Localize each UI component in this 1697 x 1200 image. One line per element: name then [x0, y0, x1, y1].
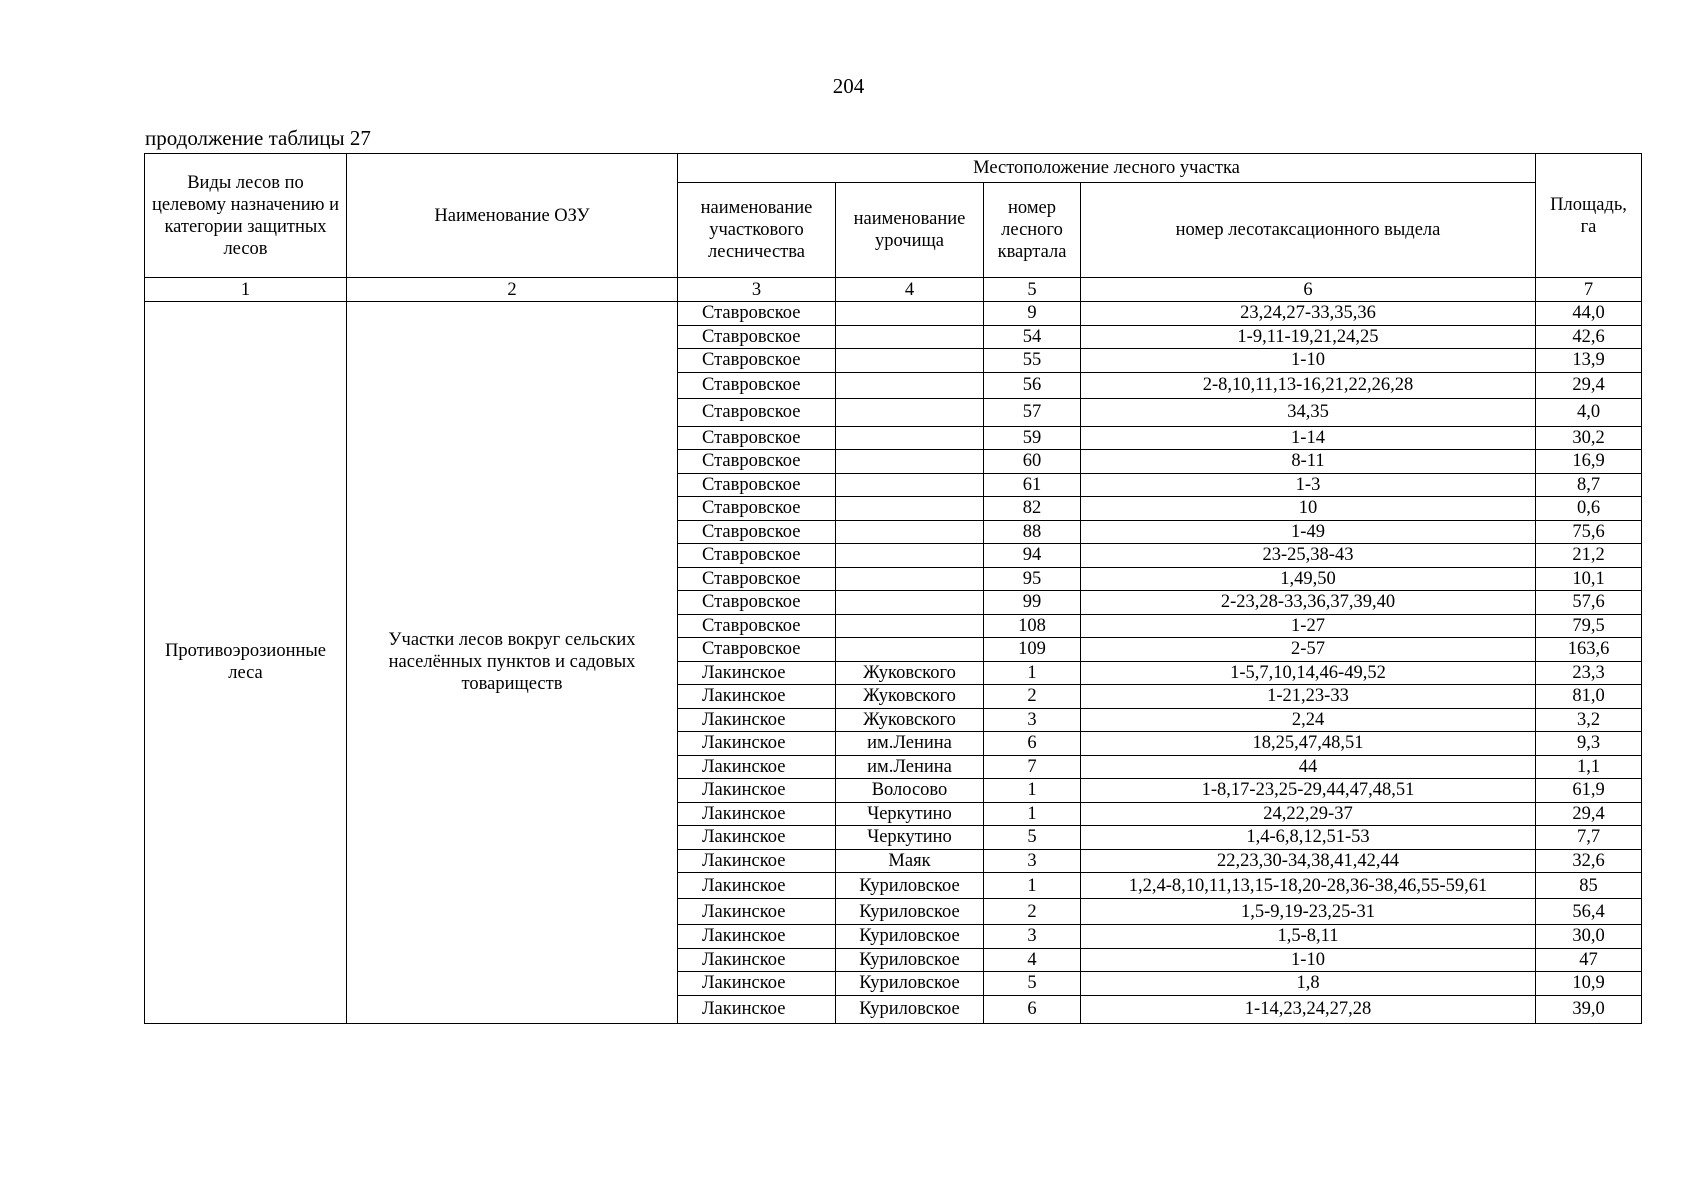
quarter-cell: 94 [984, 544, 1081, 568]
tract-cell: им.Ленина [836, 755, 984, 779]
area-cell: 29,4 [1536, 802, 1642, 826]
plots-cell: 1,5-9,19-23,25-31 [1081, 899, 1536, 925]
plots-cell: 2-23,28-33,36,37,39,40 [1081, 591, 1536, 615]
area-cell: 61,9 [1536, 779, 1642, 803]
quarter-cell: 88 [984, 520, 1081, 544]
area-cell: 39,0 [1536, 995, 1642, 1023]
forestry-cell: Ставровское [678, 372, 836, 398]
tract-cell: Куриловское [836, 899, 984, 925]
tract-cell [836, 426, 984, 450]
tract-cell: Маяк [836, 849, 984, 873]
area-cell: 79,5 [1536, 614, 1642, 638]
area-cell: 30,2 [1536, 426, 1642, 450]
area-cell: 13,9 [1536, 349, 1642, 373]
plots-cell: 1,4-6,8,12,51-53 [1081, 826, 1536, 850]
area-cell: 85 [1536, 873, 1642, 899]
plots-cell: 1-14,23,24,27,28 [1081, 995, 1536, 1023]
header-area: Площадь, га [1536, 154, 1642, 278]
forestry-cell: Лакинское [678, 995, 836, 1023]
forestry-cell: Лакинское [678, 708, 836, 732]
plots-cell: 1-49 [1081, 520, 1536, 544]
tract-cell [836, 567, 984, 591]
plots-cell: 1-10 [1081, 948, 1536, 972]
forestry-cell: Лакинское [678, 925, 836, 949]
quarter-cell: 3 [984, 849, 1081, 873]
tract-cell: Черкутино [836, 802, 984, 826]
column-number: 2 [347, 278, 678, 302]
table-caption: продолжение таблицы 27 [145, 126, 371, 150]
forestry-cell: Ставровское [678, 426, 836, 450]
forestry-cell: Лакинское [678, 661, 836, 685]
area-cell: 56,4 [1536, 899, 1642, 925]
header-tract: наименование урочища [836, 183, 984, 278]
area-cell: 16,9 [1536, 450, 1642, 474]
forestry-cell: Ставровское [678, 591, 836, 615]
forestry-cell: Ставровское [678, 349, 836, 373]
quarter-cell: 57 [984, 398, 1081, 426]
plots-cell: 1,8 [1081, 972, 1536, 996]
plots-cell: 8-11 [1081, 450, 1536, 474]
forestry-cell: Ставровское [678, 450, 836, 474]
forestry-cell: Ставровское [678, 614, 836, 638]
quarter-cell: 109 [984, 638, 1081, 662]
tract-cell [836, 520, 984, 544]
forestry-cell: Ставровское [678, 520, 836, 544]
plots-cell: 1-14 [1081, 426, 1536, 450]
plots-cell: 2-57 [1081, 638, 1536, 662]
plots-cell: 1-3 [1081, 473, 1536, 497]
plots-cell: 2,24 [1081, 708, 1536, 732]
forestry-cell: Лакинское [678, 899, 836, 925]
plots-cell: 34,35 [1081, 398, 1536, 426]
quarter-cell: 1 [984, 873, 1081, 899]
area-cell: 21,2 [1536, 544, 1642, 568]
plots-cell: 22,23,30-34,38,41,42,44 [1081, 849, 1536, 873]
quarter-cell: 61 [984, 473, 1081, 497]
forestry-cell: Лакинское [678, 755, 836, 779]
quarter-cell: 6 [984, 732, 1081, 756]
tract-cell [836, 473, 984, 497]
quarter-cell: 108 [984, 614, 1081, 638]
header-location-group: Местоположение лесного участка [678, 154, 1536, 183]
table-row [145, 302, 1642, 326]
area-cell: 47 [1536, 948, 1642, 972]
tract-cell: Куриловское [836, 873, 984, 899]
forestry-cell: Лакинское [678, 849, 836, 873]
area-cell: 9,3 [1536, 732, 1642, 756]
area-cell: 23,3 [1536, 661, 1642, 685]
plots-cell: 10 [1081, 497, 1536, 521]
tract-cell [836, 450, 984, 474]
tract-cell [836, 591, 984, 615]
quarter-cell: 99 [984, 591, 1081, 615]
tract-cell: Жуковского [836, 685, 984, 709]
quarter-cell: 82 [984, 497, 1081, 521]
plots-cell: 1-10 [1081, 349, 1536, 373]
quarter-cell: 2 [984, 685, 1081, 709]
plots-cell: 1-5,7,10,14,46-49,52 [1081, 661, 1536, 685]
quarter-cell: 55 [984, 349, 1081, 373]
forestry-cell: Ставровское [678, 302, 836, 326]
forestry-cell: Лакинское [678, 685, 836, 709]
area-cell: 81,0 [1536, 685, 1642, 709]
forestry-cell: Лакинское [678, 826, 836, 850]
area-cell: 42,6 [1536, 325, 1642, 349]
tract-cell: Куриловское [836, 948, 984, 972]
area-cell: 1,1 [1536, 755, 1642, 779]
tract-cell: Куриловское [836, 925, 984, 949]
tract-cell [836, 349, 984, 373]
forestry-cell: Ставровское [678, 638, 836, 662]
column-number: 6 [1081, 278, 1536, 302]
tract-cell: Жуковского [836, 708, 984, 732]
forestry-cell: Ставровское [678, 497, 836, 521]
tract-cell: им.Ленина [836, 732, 984, 756]
header-plots: номер лесотаксационного выдела [1081, 183, 1536, 278]
tract-cell [836, 497, 984, 521]
area-cell: 4,0 [1536, 398, 1642, 426]
plots-cell: 23-25,38-43 [1081, 544, 1536, 568]
tract-cell [836, 614, 984, 638]
quarter-cell: 3 [984, 708, 1081, 732]
quarter-cell: 54 [984, 325, 1081, 349]
forestry-cell: Лакинское [678, 873, 836, 899]
tract-cell [836, 372, 984, 398]
plots-cell: 44 [1081, 755, 1536, 779]
quarter-cell: 5 [984, 826, 1081, 850]
tract-cell [836, 398, 984, 426]
forest-plots-table [144, 153, 1642, 1024]
area-cell: 44,0 [1536, 302, 1642, 326]
column-number: 1 [145, 278, 347, 302]
forestry-cell: Ставровское [678, 567, 836, 591]
quarter-cell: 1 [984, 802, 1081, 826]
page-number: 204 [832, 74, 865, 98]
area-cell: 163,6 [1536, 638, 1642, 662]
area-cell: 8,7 [1536, 473, 1642, 497]
tract-cell [836, 638, 984, 662]
area-cell: 10,9 [1536, 972, 1642, 996]
forestry-cell: Лакинское [678, 948, 836, 972]
quarter-cell: 2 [984, 899, 1081, 925]
quarter-cell: 95 [984, 567, 1081, 591]
plots-cell: 24,22,29-37 [1081, 802, 1536, 826]
tract-cell [836, 302, 984, 326]
header-quarter: номер лесного квартала [984, 183, 1081, 278]
tract-cell: Волосово [836, 779, 984, 803]
area-cell: 7,7 [1536, 826, 1642, 850]
quarter-cell: 4 [984, 948, 1081, 972]
area-cell: 32,6 [1536, 849, 1642, 873]
forestry-cell: Ставровское [678, 544, 836, 568]
quarter-cell: 3 [984, 925, 1081, 949]
quarter-cell: 1 [984, 661, 1081, 685]
tract-cell: Жуковского [836, 661, 984, 685]
plots-cell: 1,5-8,11 [1081, 925, 1536, 949]
plots-cell: 1,2,4-8,10,11,13,15-18,20-28,36-38,46,55-59,61 [1081, 873, 1536, 899]
plots-cell: 1-9,11-19,21,24,25 [1081, 325, 1536, 349]
forestry-cell: Лакинское [678, 972, 836, 996]
column-number: 5 [984, 278, 1081, 302]
tract-cell: Черкутино [836, 826, 984, 850]
plots-cell: 23,24,27-33,35,36 [1081, 302, 1536, 326]
tract-cell [836, 325, 984, 349]
header-forestry: наименование участкового лесничества [678, 183, 836, 278]
plots-cell: 1-21,23-33 [1081, 685, 1536, 709]
area-cell: 0,6 [1536, 497, 1642, 521]
quarter-cell: 1 [984, 779, 1081, 803]
area-cell: 29,4 [1536, 372, 1642, 398]
tract-cell [836, 544, 984, 568]
quarter-cell: 6 [984, 995, 1081, 1023]
forestry-cell: Ставровское [678, 473, 836, 497]
header-forest-type: Виды лесов по целевому назначению и категории защитных лесов [145, 154, 347, 278]
plots-cell: 1,49,50 [1081, 567, 1536, 591]
quarter-cell: 5 [984, 972, 1081, 996]
plots-cell: 18,25,47,48,51 [1081, 732, 1536, 756]
plots-cell: 1-8,17-23,25-29,44,47,48,51 [1081, 779, 1536, 803]
area-cell: 3,2 [1536, 708, 1642, 732]
quarter-cell: 60 [984, 450, 1081, 474]
ozu-name-cell: Участки лесов вокруг сельских населённых пунктов и садовых товариществ [347, 302, 678, 1024]
quarter-cell: 59 [984, 426, 1081, 450]
quarter-cell: 9 [984, 302, 1081, 326]
tract-cell: Куриловское [836, 972, 984, 996]
forestry-cell: Лакинское [678, 779, 836, 803]
table-body [145, 302, 1642, 1024]
column-number: 7 [1536, 278, 1642, 302]
area-cell: 57,6 [1536, 591, 1642, 615]
area-cell: 75,6 [1536, 520, 1642, 544]
forestry-cell: Ставровское [678, 325, 836, 349]
header-ozu-name: Наименование ОЗУ [347, 154, 678, 278]
forestry-cell: Лакинское [678, 732, 836, 756]
column-number: 4 [836, 278, 984, 302]
quarter-cell: 7 [984, 755, 1081, 779]
quarter-cell: 56 [984, 372, 1081, 398]
plots-cell: 2-8,10,11,13-16,21,22,26,28 [1081, 372, 1536, 398]
tract-cell: Куриловское [836, 995, 984, 1023]
forestry-cell: Ставровское [678, 398, 836, 426]
column-number: 3 [678, 278, 836, 302]
plots-cell: 1-27 [1081, 614, 1536, 638]
area-cell: 10,1 [1536, 567, 1642, 591]
forestry-cell: Лакинское [678, 802, 836, 826]
forest-type-cell: Противоэрозионные леса [145, 302, 347, 1024]
area-cell: 30,0 [1536, 925, 1642, 949]
